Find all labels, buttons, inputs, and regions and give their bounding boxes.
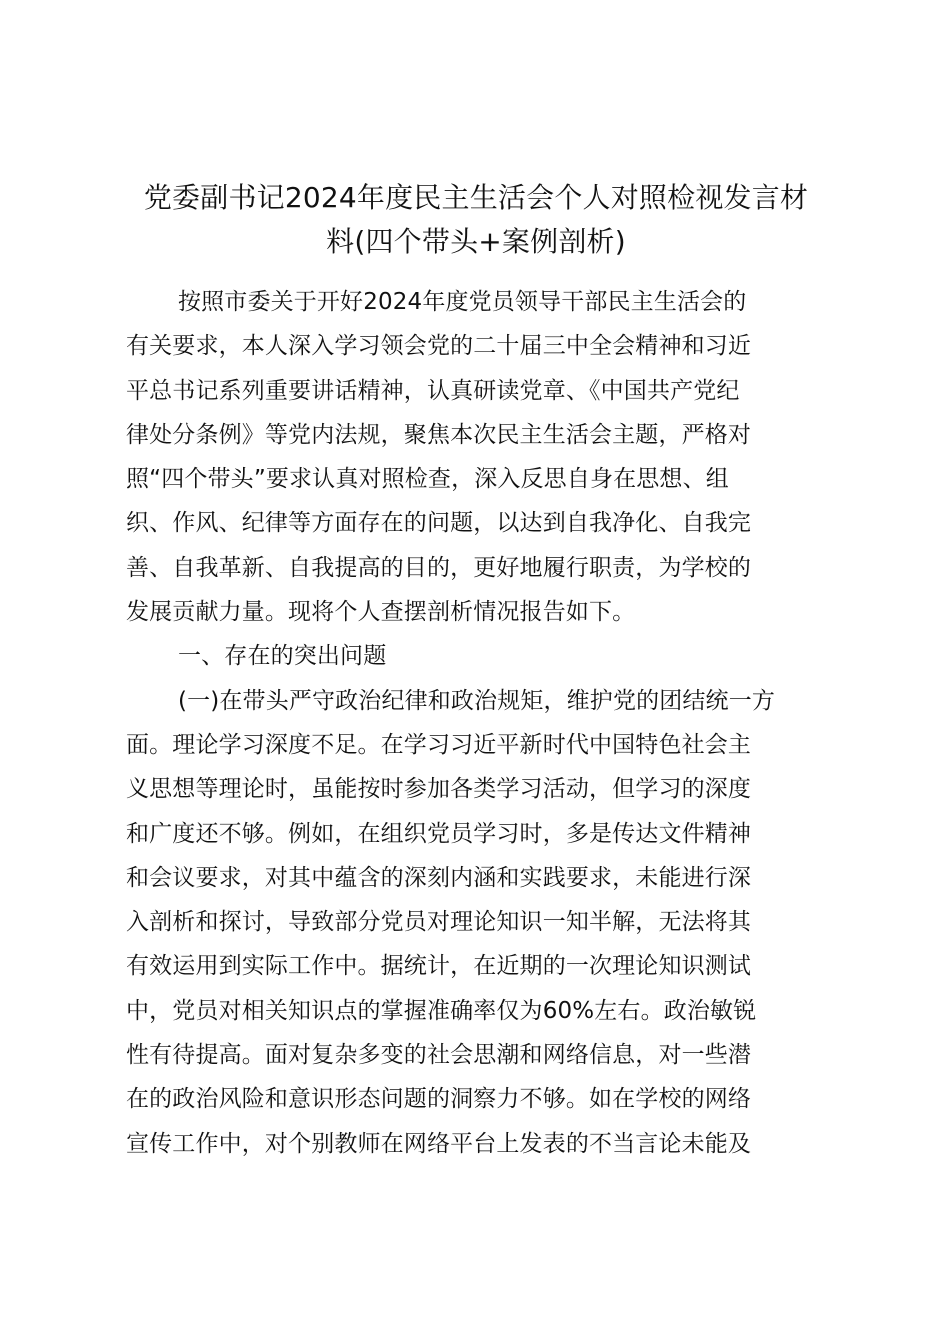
paragraph-line: (一)在带头严守政治纪律和政治规矩，维护党的团结统一方	[178, 687, 775, 714]
paragraph-line: 织、作风、纪律等方面存在的问题，以达到自我净化、自我完	[126, 510, 752, 537]
paragraph-line: 和会议要求，对其中蕴含的深刻内涵和实践要求，未能进行深	[126, 864, 752, 891]
paragraph-line: 在的政治风险和意识形态问题的洞察力不够。如在学校的网络	[126, 1086, 752, 1113]
section-heading: 一、存在的突出问题	[178, 643, 387, 670]
title-line: 党委副书记2024年度民主生活会个人对照检视发言材	[143, 181, 809, 214]
paragraph-line: 宣传工作中，对个别教师在网络平台上发表的不当言论未能及	[126, 1130, 752, 1157]
paragraph-line: 照“四个带头”要求认真对照检查，深入反思自身在思想、组	[126, 466, 729, 493]
paragraph-line: 和广度还不够。例如，在组织党员学习时，多是传达文件精神	[126, 820, 752, 847]
paragraph-line: 发展贡献力量。现将个人查摆剖析情况报告如下。	[126, 599, 636, 626]
paragraph-line: 有效运用到实际工作中。据统计，在近期的一次理论知识测试	[126, 953, 752, 980]
paragraph-line: 入剖析和探讨，导致部分党员对理论知识一知半解，无法将其	[126, 909, 752, 936]
paragraph-line: 平总书记系列重要讲话精神，认真研读党章、《中国共产党纪	[126, 377, 740, 404]
document-body	[126, 280, 830, 1166]
paragraph-line: 中，党员对相关知识点的掌握准确率仅为60%左右。政治敏锐	[126, 997, 757, 1024]
title-line: 料(四个带头+案例剖析)	[326, 225, 626, 258]
paragraph-line: 有关要求，本人深入学习领会党的二十届三中全会精神和习近	[126, 333, 752, 360]
paragraph-line: 义思想等理论时，虽能按时参加各类学习活动，但学习的深度	[126, 776, 752, 803]
paragraph-line: 面。理论学习深度不足。在学习习近平新时代中国特色社会主	[126, 731, 752, 758]
paragraph-line: 性有待提高。面对复杂多变的社会思潮和网络信息，对一些潜	[126, 1042, 752, 1069]
paragraph-line: 按照市委关于开好2024年度党员领导干部民主生活会的	[178, 289, 747, 315]
paragraph-line: 律处分条例》等党内法规，聚焦本次民主生活会主题，严格对	[126, 421, 752, 448]
document-title	[120, 176, 832, 264]
paragraph-line: 善、自我革新、自我提高的目的，更好地履行职责，为学校的	[126, 554, 752, 581]
